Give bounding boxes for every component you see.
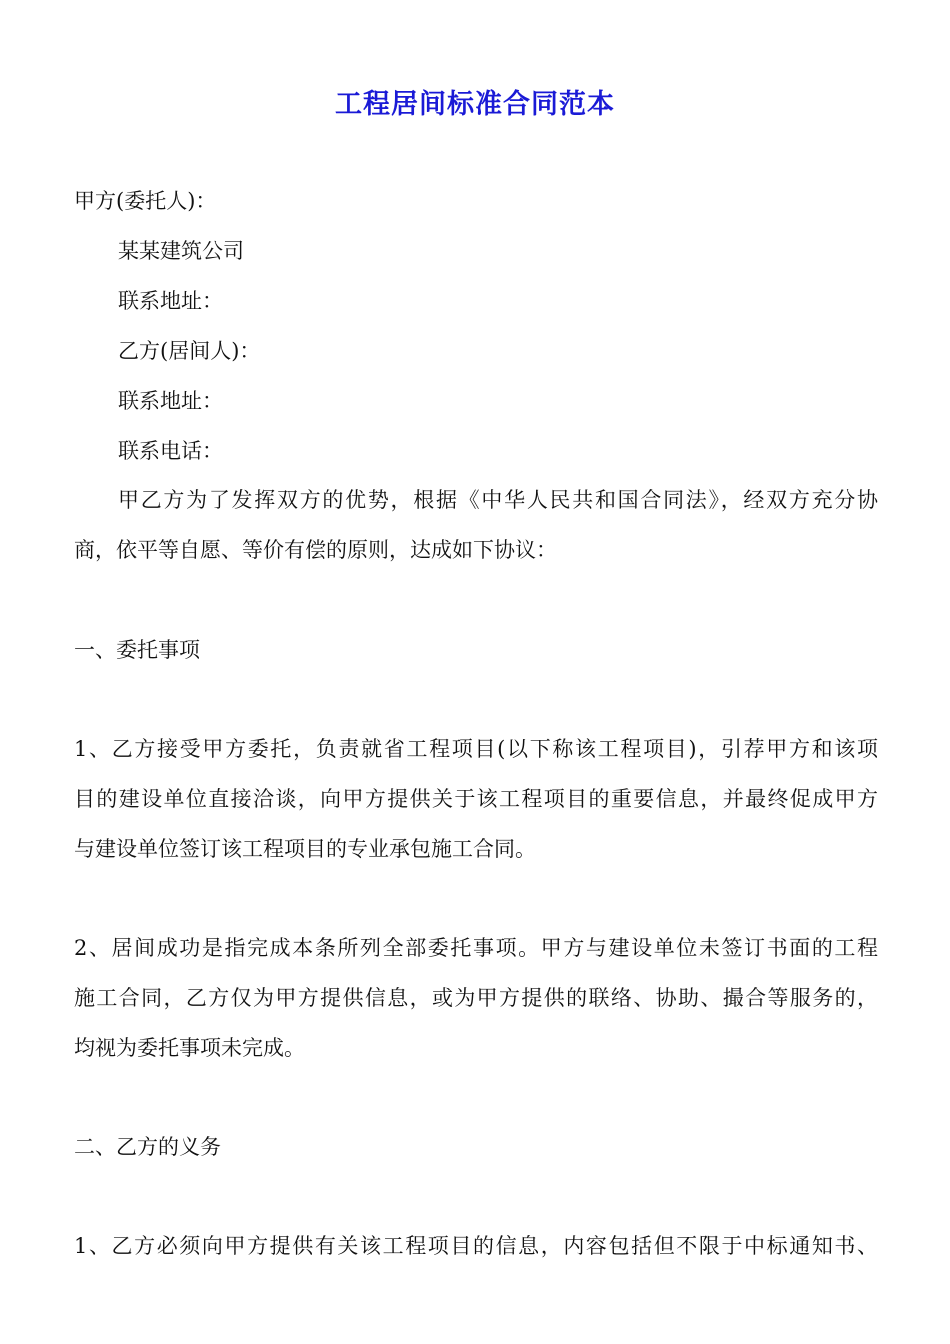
paragraph-line: 目的建设单位直接洽谈，向甲方提供关于该工程项目的重要信息，并最终促成甲方: [74, 787, 878, 811]
paragraph-line: 与建设单位签订该工程项目的专业承包施工合同。: [74, 837, 536, 861]
paragraph-line: 2、居间成功是指完成本条所列全部委托事项。甲方与建设单位未签订书面的工程: [74, 936, 878, 960]
document-title: 工程居间标准合同范本: [335, 89, 615, 120]
paragraph-line: 均视为委托事项未完成。: [74, 1036, 305, 1060]
party-a-name: 某某建筑公司: [118, 239, 244, 263]
section-heading: 一、委托事项: [74, 638, 200, 662]
party-b-address: 联系地址：: [118, 389, 223, 413]
party-a-address: 联系地址：: [118, 289, 223, 313]
paragraph-line: 1、乙方必须向甲方提供有关该工程项目的信息，内容包括但不限于中标通知书、: [74, 1234, 878, 1258]
paragraph-line: 1、乙方接受甲方委托，负责就省工程项目(以下称该工程项目)，引荐甲方和该项: [74, 737, 878, 761]
party-b-phone: 联系电话：: [118, 439, 223, 463]
preamble-line: 商，依平等自愿、等价有偿的原则，达成如下协议：: [74, 538, 557, 562]
preamble-line: 甲乙方为了发挥双方的优势，根据《中华人民共和国合同法》，经双方充分协: [118, 488, 878, 512]
section-heading: 二、乙方的义务: [74, 1135, 221, 1159]
party-b-label: 乙方(居间人)：: [118, 339, 261, 363]
party-a-label: 甲方(委托人)：: [74, 189, 217, 213]
paragraph-line: 施工合同，乙方仅为甲方提供信息，或为甲方提供的联络、协助、撮合等服务的，: [74, 986, 878, 1010]
